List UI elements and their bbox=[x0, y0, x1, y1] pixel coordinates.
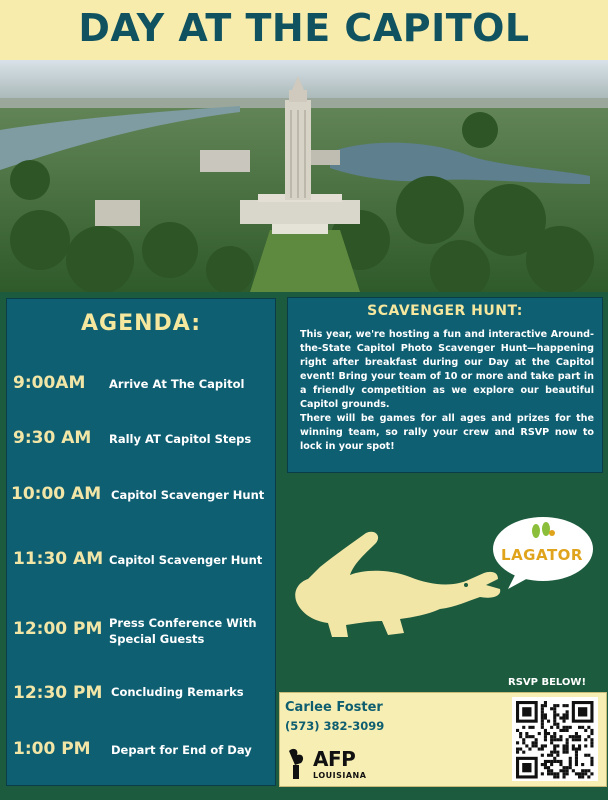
capitol-photo bbox=[0, 60, 608, 292]
scavenger-hunt-panel bbox=[287, 297, 603, 473]
agenda-time: 9:00AM bbox=[13, 373, 86, 393]
agenda-event: Rally AT Capitol Steps bbox=[109, 432, 252, 446]
lagator-logo: LAGATOR bbox=[501, 546, 583, 564]
agenda-time: 12:30 PM bbox=[13, 683, 103, 703]
agenda-time: 11:30 AM bbox=[13, 549, 104, 569]
alligator-illustration bbox=[290, 525, 510, 645]
agenda-event: Press Conference With Special Guests bbox=[109, 616, 257, 646]
contact-phone: (573) 382-3099 bbox=[285, 719, 385, 733]
scavenger-paragraph: There will be games for all ages and prizes for the winning team, so rally your crew and RSVP now to lock in your spot! bbox=[300, 413, 594, 452]
scavenger-paragraph: This year, we're hosting a fun and interactive Around-the-State Capitol Photo Scavenger Hunt—happening right after breakfast during our Day at the Capitol event! Bring your team of 10 or more and take part in a friendly competition as we explore our beautiful Capitol grounds. bbox=[300, 329, 594, 410]
qr-code[interactable] bbox=[512, 697, 598, 781]
afp-logo-text: AFP bbox=[313, 747, 356, 771]
agenda-title: AGENDA: bbox=[80, 311, 202, 336]
page-title: DAY AT THE CAPITOL bbox=[78, 6, 530, 50]
afp-logo-subtext: LOUISIANA bbox=[313, 771, 367, 780]
scavenger-hunt-description bbox=[300, 328, 594, 454]
agenda-event: Capitol Scavenger Hunt bbox=[109, 553, 263, 567]
torch-icon bbox=[283, 747, 313, 781]
contact-panel bbox=[279, 692, 607, 787]
agenda-time: 12:00 PM bbox=[13, 619, 103, 639]
title-banner bbox=[0, 0, 608, 60]
agenda-event: Arrive At The Capitol bbox=[109, 377, 245, 391]
agenda-panel bbox=[6, 298, 276, 786]
agenda-time: 10:00 AM bbox=[11, 484, 102, 504]
agenda-event: Depart for End of Day bbox=[111, 743, 252, 757]
agenda-time: 1:00 PM bbox=[13, 739, 91, 759]
agenda-event: Concluding Remarks bbox=[111, 685, 244, 699]
scavenger-hunt-title: SCAVENGER HUNT: bbox=[367, 303, 523, 319]
agenda-time: 9:30 AM bbox=[13, 428, 92, 448]
rsvp-label: RSVP BELOW! bbox=[508, 677, 587, 688]
agenda-event: Capitol Scavenger Hunt bbox=[111, 488, 265, 502]
contact-name: Carlee Foster bbox=[285, 700, 383, 715]
